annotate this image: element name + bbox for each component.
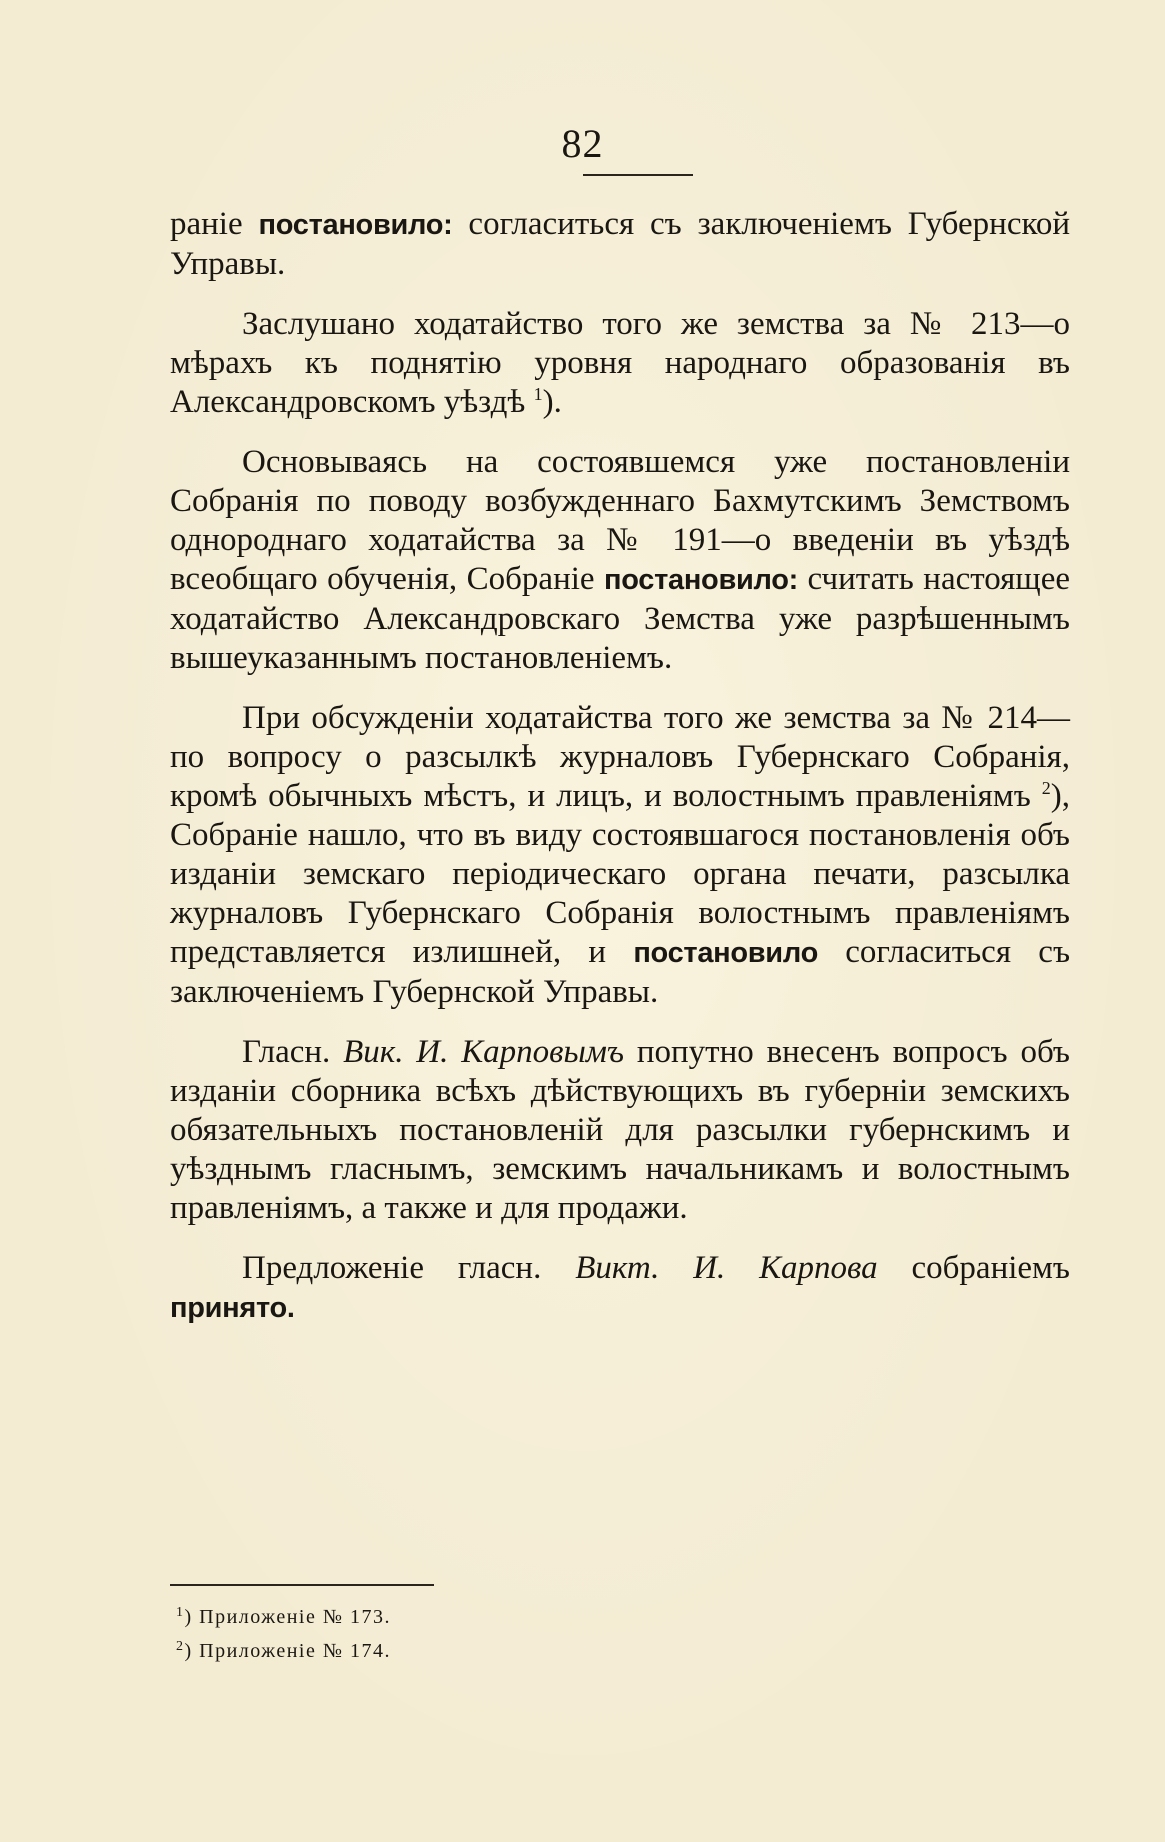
text-run: ). bbox=[542, 384, 562, 420]
footnote-1 bbox=[176, 1600, 676, 1634]
text-run: попутно внесенъ вопросъ объ изданіи сборника всѣхъ дѣйствующихъ въ губерніи земскихъ обязательныхъ постановленій для разсылки губернскимъ и уѣзднымъ гласнымъ, земскимъ начальникамъ и волостнымъ правленіямъ, а также и для продажи. bbox=[170, 1034, 1070, 1226]
footnotes bbox=[176, 1600, 676, 1668]
italic-run: Викт. И. Карпова bbox=[575, 1250, 878, 1286]
text-run: При обсужденіи ходатайства того же земства за № 214—по вопросу о разсылкѣ журналовъ Губернскаго Собранія, кромѣ обычныхъ мѣстъ, и лицъ, и волостнымъ правленіямъ bbox=[170, 700, 1070, 814]
paragraph-petition-213 bbox=[170, 305, 1070, 422]
page-number-underline bbox=[583, 174, 693, 176]
text-run: Основываясь на состоявшемся уже постановленіи Собранія по поводу возбужденнаго Бахмутскимъ Земствомъ однороднаго ходатайства за № 191—о введеніи въ уѣздѣ всеобщаго обученія, Собраніе bbox=[170, 444, 1070, 597]
italic-run: Вик. И. Карповымъ bbox=[343, 1034, 625, 1070]
paragraph-petition-214 bbox=[170, 699, 1070, 1012]
bold-run: принято. bbox=[170, 1292, 295, 1324]
footnote-2 bbox=[176, 1634, 676, 1668]
body-text bbox=[170, 205, 1070, 1349]
footnote-ref: 2 bbox=[1041, 778, 1051, 798]
bold-run: постановило: bbox=[258, 209, 453, 241]
footnote-text: ) Приложеніе № 173. bbox=[184, 1606, 391, 1628]
paragraph-proposal-accepted bbox=[170, 1249, 1070, 1328]
bold-run: постановило bbox=[633, 937, 818, 969]
text-run: Предложеніе гласн. bbox=[242, 1250, 576, 1286]
text-run: считать настоящее ходатайство Александровскаго Земства уже разрѣшеннымъ вышеуказаннымъ постановленіемъ. bbox=[170, 561, 1070, 676]
text-run: ), Собраніе нашло, что въ виду состоявшагося постановленія объ изданіи земскаго періодическаго органа печати, разсылка журналовъ Губернскаго Собранія волостнымъ правленіямъ представляется излишней, и bbox=[170, 778, 1070, 970]
footnote-ref: 1 bbox=[533, 384, 543, 404]
text-run: раніе bbox=[170, 206, 259, 242]
text-run: Заслушано ходатайство того же земства за № 213—о мѣрахъ къ поднятію уровня народнаго образованія въ Александровскомъ уѣздѣ bbox=[170, 306, 1070, 420]
footnote-mark: 1 bbox=[176, 1605, 185, 1620]
text-run: согласиться съ заключеніемъ Губернской Управы. bbox=[170, 934, 1071, 1010]
page-number: 82 bbox=[561, 121, 604, 166]
paragraph-karpov-question bbox=[170, 1033, 1070, 1228]
text-run: собраніемъ bbox=[877, 1250, 1070, 1286]
footnote-mark: 2 bbox=[176, 1639, 185, 1654]
paragraph-continuation bbox=[170, 205, 1070, 284]
paragraph-resolution-191 bbox=[170, 443, 1070, 678]
bold-run: постановило: bbox=[604, 564, 799, 596]
footnote-divider bbox=[170, 1584, 434, 1586]
text-run: Гласн. bbox=[242, 1034, 344, 1070]
text-run: согласиться съ заключеніемъ Губернской Управы. bbox=[170, 206, 1070, 282]
footnote-text: ) Приложеніе № 174. bbox=[184, 1640, 391, 1662]
